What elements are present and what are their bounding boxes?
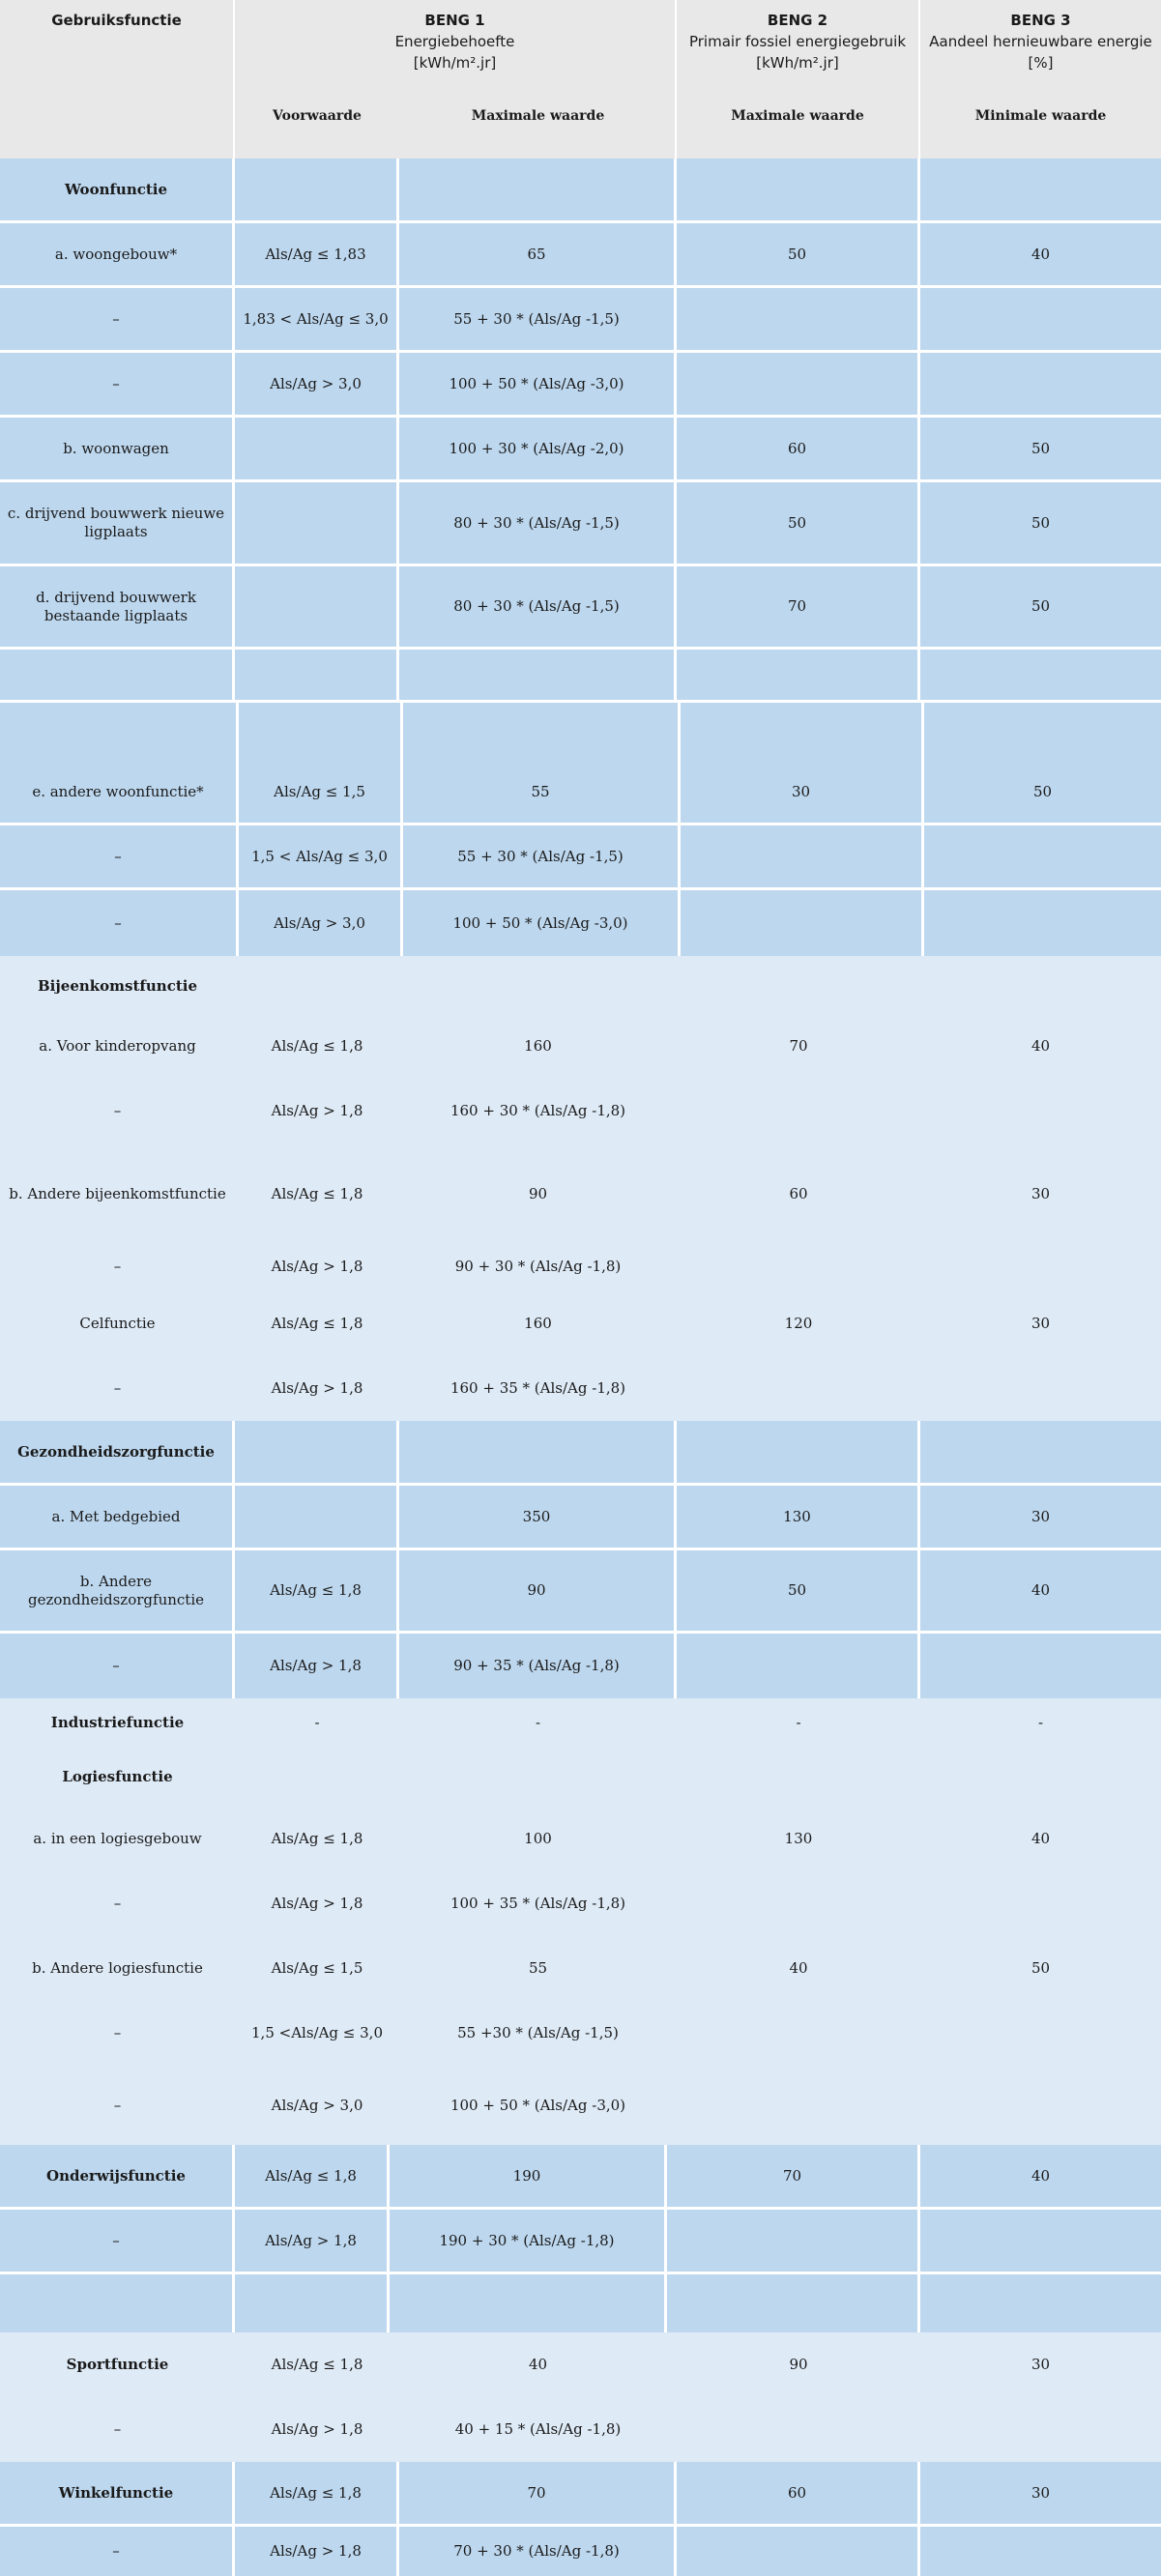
cell-voorwaarde <box>235 482 399 564</box>
header-beng1-unit: [kWh/m².jr] <box>413 54 497 72</box>
cell-functie: – <box>113 1257 122 1275</box>
cell-voorwaarde: Als/Ag ≤ 1,5 <box>271 1959 363 1977</box>
table-row <box>0 1145 1161 1242</box>
cell-functie: – <box>113 1895 122 1912</box>
cell-beng2-max <box>677 1356 920 1421</box>
header-beng3-title: BENG 3 <box>1010 12 1071 29</box>
cell-beng2-max <box>667 2210 920 2272</box>
cell-voorwaarde: Als/Ag ≤ 1,8 <box>271 1036 363 1055</box>
table-row <box>0 703 1161 761</box>
header-beng2-title: BENG 2 <box>767 12 828 29</box>
table-row <box>0 1016 1161 1076</box>
cell-functie: Woonfunctie <box>0 159 235 220</box>
table-row <box>0 2145 1161 2210</box>
cell-beng2-max <box>677 1747 920 1807</box>
table-row <box>0 650 1161 703</box>
cell-functie: Gezondheidszorgfunctie <box>0 1421 235 1483</box>
cell-beng3-min: 50 <box>1030 513 1051 532</box>
table-row <box>0 890 1161 956</box>
header-col-gebruiksfunctie <box>0 0 235 159</box>
cell-beng2-max: 70 <box>789 1036 808 1055</box>
cell-beng1-max: 55 +30 * (Als/Ag -1,5) <box>457 2024 619 2041</box>
cell-beng3-min: 30 <box>1030 1184 1051 1202</box>
cell-functie: – <box>113 1379 122 1397</box>
cell-beng3-min <box>920 2001 1161 2066</box>
table-row <box>0 566 1161 650</box>
cell-functie: b. Andere gezondheidszorgfunctie <box>0 1550 235 1631</box>
cell-beng2-max <box>677 1421 920 1483</box>
header-maximale-waarde-2: Maximale waarde <box>731 108 864 124</box>
cell-beng3-min <box>920 1242 1161 1290</box>
cell-voorwaarde: Als/Ag ≤ 1,8 <box>235 2145 390 2207</box>
cell-voorwaarde: Als/Ag ≤ 1,8 <box>271 1184 363 1202</box>
cell-voorwaarde: Als/Ag ≤ 1,8 <box>271 2356 363 2373</box>
cell-beng3-min: 40 <box>1030 2166 1051 2185</box>
cell-functie: b. woonwagen <box>0 418 235 479</box>
cell-functie: – <box>0 2210 235 2272</box>
cell-voorwaarde: Als/Ag > 1,8 <box>235 1634 399 1698</box>
cell-beng3-min: 40 <box>1030 245 1051 263</box>
cell-voorwaarde <box>235 159 399 220</box>
table-header <box>0 0 1161 159</box>
cell-beng2-max <box>677 956 920 1016</box>
table-row <box>0 223 1161 288</box>
cell-voorwaarde <box>235 2274 390 2332</box>
cell-functie: e. andere woonfunctie* <box>0 761 239 823</box>
cell-voorwaarde: Als/Ag ≤ 1,8 <box>235 1550 399 1631</box>
cell-beng2-max <box>677 1871 920 1936</box>
cell-voorwaarde: Als/Ag ≤ 1,8 <box>271 1830 363 1847</box>
cell-functie: a. Voor kinderopvang <box>39 1036 196 1055</box>
header-beng1-title: BENG 1 <box>424 12 485 29</box>
table-row <box>0 1807 1161 1871</box>
cell-beng2-max: 120 <box>784 1314 813 1332</box>
cell-beng1-max: 55 + 30 * (Als/Ag -1,5) <box>403 825 681 887</box>
cell-beng1-max <box>390 2274 667 2332</box>
header-beng3-subtitle: Aandeel hernieuwbare energie <box>929 33 1152 50</box>
cell-voorwaarde: Als/Ag > 1,8 <box>235 2210 390 2272</box>
cell-functie: Onderwijsfunctie <box>0 2145 235 2207</box>
cell-beng3-min <box>920 1747 1161 1807</box>
header-beng1-subtitle: Energiebehoefte <box>394 33 515 50</box>
cell-functie: – <box>0 353 235 415</box>
cell-voorwaarde <box>235 956 399 1016</box>
cell-voorwaarde: Als/Ag > 1,8 <box>271 1379 363 1397</box>
cell-beng2-max <box>677 159 920 220</box>
cell-beng1-max: 100 + 35 * (Als/Ag -1,8) <box>450 1895 626 1912</box>
cell-beng2-max <box>677 2397 920 2462</box>
table-row <box>0 1486 1161 1550</box>
cell-functie: d. drijvend bouwwerk bestaande ligplaats <box>0 566 235 647</box>
cell-beng1-max <box>399 956 677 1016</box>
table-row <box>0 761 1161 825</box>
cell-functie: Celfunctie <box>79 1314 156 1332</box>
cell-beng1-max: 55 + 30 * (Als/Ag -1,5) <box>399 288 677 350</box>
cell-beng1-max: 100 <box>524 1830 552 1847</box>
cell-beng3-min: 30 <box>1030 2483 1051 2502</box>
cell-beng3-min <box>920 2397 1161 2462</box>
cell-voorwaarde: 1,5 <Als/Ag ≤ 3,0 <box>251 2024 383 2041</box>
table-row <box>0 1076 1161 1145</box>
header-beng2-subtitle: Primair fossiel energiegebruik <box>688 33 907 50</box>
cell-functie <box>0 2274 235 2332</box>
table-row <box>0 482 1161 566</box>
cell-beng2-max: 60 <box>677 418 920 479</box>
cell-beng3-min <box>920 1634 1161 1698</box>
table-row <box>0 1550 1161 1634</box>
cell-beng1-max: 55 <box>528 1959 548 1977</box>
cell-functie: a. Met bedgebied <box>0 1486 235 1548</box>
table-row <box>0 1290 1161 1356</box>
cell-functie: – <box>113 2096 122 2114</box>
cell-beng3-min <box>924 703 1161 761</box>
cell-beng2-max: - <box>796 1713 801 1731</box>
table-row <box>0 1242 1161 1290</box>
cell-functie: Bijeenkomstfunctie <box>37 976 197 995</box>
header-maximale-waarde-1: Maximale waarde <box>471 108 605 124</box>
cell-functie: Sportfunctie <box>66 2356 169 2373</box>
cell-functie: b. Andere logiesfunctie <box>32 1959 203 1977</box>
cell-beng3-min <box>920 159 1161 220</box>
cell-beng2-max: 130 <box>784 1830 813 1847</box>
cell-beng1-max: 90 <box>528 1184 548 1202</box>
cell-beng3-min: 30 <box>1030 1314 1051 1332</box>
cell-voorwaarde: Als/Ag ≤ 1,83 <box>235 223 399 285</box>
cell-beng2-max: 30 <box>681 761 924 823</box>
cell-beng3-min: - <box>1037 1713 1044 1731</box>
cell-beng2-max <box>677 1634 920 1698</box>
cell-functie: – <box>0 1634 235 1698</box>
cell-beng3-min: 30 <box>1030 2356 1051 2373</box>
cell-voorwaarde <box>235 650 399 700</box>
cell-voorwaarde: Als/Ag > 3,0 <box>239 890 403 956</box>
cell-beng2-max: 70 <box>677 566 920 647</box>
cell-voorwaarde <box>235 566 399 647</box>
cell-beng3-min: 50 <box>1030 439 1051 457</box>
cell-beng3-min <box>920 650 1161 700</box>
cell-voorwaarde <box>235 1747 399 1807</box>
cell-beng3-min <box>920 353 1161 415</box>
header-gebruiksfunctie: Gebruiksfunctie <box>51 12 182 29</box>
cell-beng3-min <box>920 2066 1161 2145</box>
table-row <box>0 159 1161 223</box>
cell-beng2-max: 50 <box>677 223 920 285</box>
cell-voorwaarde: Als/Ag > 3,0 <box>235 353 399 415</box>
cell-beng3-min: 40 <box>1030 1036 1051 1055</box>
cell-beng1-max: 190 + 30 * (Als/Ag -1,8) <box>390 2210 667 2272</box>
cell-voorwaarde: Als/Ag ≤ 1,8 <box>235 2462 399 2524</box>
header-col-beng3 <box>920 0 1161 159</box>
cell-beng1-max: 90 + 35 * (Als/Ag -1,8) <box>399 1634 677 1698</box>
cell-beng1-max: 160 + 30 * (Als/Ag -1,8) <box>450 1101 626 1119</box>
cell-beng2-max: 40 <box>789 1959 808 1977</box>
cell-beng1-max: 70 + 30 * (Als/Ag -1,8) <box>399 2527 677 2576</box>
cell-functie: Winkelfunctie <box>0 2462 235 2524</box>
cell-beng1-max: 190 <box>390 2145 667 2207</box>
cell-beng1-max: 100 + 30 * (Als/Ag -2,0) <box>399 418 677 479</box>
header-col-beng2 <box>677 0 920 159</box>
cell-beng1-max <box>403 703 681 761</box>
cell-beng1-max: 40 <box>528 2356 548 2373</box>
cell-beng2-max <box>677 353 920 415</box>
cell-beng2-max <box>677 288 920 350</box>
cell-functie: a. woongebouw* <box>0 223 235 285</box>
table-row <box>0 825 1161 890</box>
cell-voorwaarde <box>235 1421 399 1483</box>
header-beng2-unit: [kWh/m².jr] <box>756 54 839 72</box>
cell-voorwaarde: 1,83 < Als/Ag ≤ 3,0 <box>235 288 399 350</box>
table-row <box>0 1936 1161 2001</box>
cell-beng2-max <box>677 2527 920 2576</box>
cell-voorwaarde: - <box>314 1713 320 1731</box>
cell-voorwaarde: Als/Ag > 1,8 <box>271 2420 363 2438</box>
cell-functie: – <box>0 825 239 887</box>
cell-beng1-max: 90 <box>399 1550 677 1631</box>
cell-beng3-min <box>920 1356 1161 1421</box>
table-row <box>0 1634 1161 1698</box>
cell-beng1-max: 80 + 30 * (Als/Ag -1,5) <box>399 566 677 647</box>
cell-functie: – <box>0 288 235 350</box>
cell-beng1-max <box>399 1421 677 1483</box>
cell-beng3-min: 40 <box>1030 1830 1051 1847</box>
table-row <box>0 956 1161 1016</box>
cell-voorwaarde: Als/Ag > 1,8 <box>235 2527 399 2576</box>
cell-beng1-max: 100 + 50 * (Als/Ag -3,0) <box>450 2096 626 2114</box>
cell-beng2-max: 60 <box>789 1184 808 1202</box>
table-row <box>0 2066 1161 2145</box>
table-row <box>0 2397 1161 2462</box>
cell-functie <box>0 650 235 700</box>
cell-voorwaarde: 1,5 < Als/Ag ≤ 3,0 <box>239 825 403 887</box>
cell-beng1-max: 100 + 50 * (Als/Ag -3,0) <box>399 353 677 415</box>
cell-beng2-max <box>677 1242 920 1290</box>
cell-functie: – <box>0 890 239 956</box>
cell-beng2-max <box>667 2274 920 2332</box>
cell-beng2-max: 50 <box>677 482 920 564</box>
cell-beng2-max <box>681 825 924 887</box>
cell-voorwaarde: Als/Ag > 1,8 <box>271 1257 363 1275</box>
cell-beng3-min <box>920 2210 1161 2272</box>
table-row <box>0 1698 1161 1747</box>
cell-beng3-min: 50 <box>1030 1959 1051 1977</box>
cell-beng2-max: 70 <box>667 2145 920 2207</box>
cell-beng2-max <box>677 2066 920 2145</box>
cell-functie: Logiesfunctie <box>62 1767 173 1785</box>
cell-beng2-max: 50 <box>677 1550 920 1631</box>
cell-beng1-max: 70 <box>399 2462 677 2524</box>
table-row <box>0 2274 1161 2332</box>
cell-beng3-min <box>920 2527 1161 2576</box>
cell-functie: b. Andere bijeenkomstfunctie <box>9 1184 226 1202</box>
cell-beng2-max <box>681 890 924 956</box>
cell-beng3-min: 40 <box>1030 1581 1051 1599</box>
table-row <box>0 1356 1161 1421</box>
cell-beng1-max <box>399 650 677 700</box>
cell-beng3-min <box>920 1871 1161 1936</box>
cell-beng3-min <box>924 890 1161 956</box>
cell-beng1-max: 160 + 35 * (Als/Ag -1,8) <box>450 1379 626 1397</box>
table-row <box>0 1871 1161 1936</box>
cell-voorwaarde <box>235 418 399 479</box>
cell-voorwaarde: Als/Ag ≤ 1,8 <box>271 1314 363 1332</box>
cell-beng1-max: 80 + 30 * (Als/Ag -1,5) <box>399 482 677 564</box>
cell-beng2-max <box>677 1076 920 1145</box>
cell-beng3-min: 30 <box>1030 1507 1051 1525</box>
cell-voorwaarde: Als/Ag > 1,8 <box>271 1895 363 1912</box>
header-minimale-waarde: Minimale waarde <box>974 108 1107 124</box>
table-row <box>0 288 1161 353</box>
cell-beng3-min <box>920 1421 1161 1483</box>
cell-functie: Industriefunctie <box>50 1713 185 1731</box>
cell-functie: c. drijvend bouwwerk nieuwe ligplaats <box>0 482 235 564</box>
cell-beng1-max: 160 <box>524 1314 552 1332</box>
cell-beng1-max: 160 <box>524 1036 552 1055</box>
cell-beng3-min: 50 <box>1030 597 1051 615</box>
table-row <box>0 2527 1161 2576</box>
cell-beng1-max: 100 + 50 * (Als/Ag -3,0) <box>403 890 681 956</box>
cell-voorwaarde: Als/Ag > 1,8 <box>271 1101 363 1119</box>
cell-beng1-max: 90 + 30 * (Als/Ag -1,8) <box>454 1257 622 1275</box>
cell-functie: – <box>113 1101 122 1119</box>
cell-beng2-max <box>681 703 924 761</box>
cell-beng3-min <box>924 825 1161 887</box>
cell-beng2-max <box>677 2001 920 2066</box>
cell-voorwaarde: Als/Ag ≤ 1,5 <box>239 761 403 823</box>
table-row <box>0 2210 1161 2274</box>
cell-beng1-max: 350 <box>399 1486 677 1548</box>
table-row <box>0 2332 1161 2397</box>
cell-beng2-max <box>677 650 920 700</box>
header-voorwaarde: Voorwaarde <box>273 108 362 124</box>
cell-voorwaarde <box>239 703 403 761</box>
cell-functie <box>0 703 239 761</box>
cell-beng2-max: 90 <box>789 2356 808 2373</box>
cell-beng2-max: 60 <box>677 2462 920 2524</box>
table-row <box>0 418 1161 482</box>
table-row <box>0 1747 1161 1807</box>
cell-beng1-max <box>399 159 677 220</box>
cell-beng1-max: 65 <box>399 223 677 285</box>
table-row <box>0 353 1161 418</box>
table-row <box>0 2001 1161 2066</box>
cell-voorwaarde <box>235 1486 399 1548</box>
cell-functie: – <box>113 2024 122 2041</box>
cell-voorwaarde: Als/Ag > 3,0 <box>271 2096 363 2114</box>
cell-beng3-min: 50 <box>1032 782 1053 800</box>
cell-beng3-min <box>920 2274 1161 2332</box>
cell-functie: a. in een logiesgebouw <box>33 1830 202 1847</box>
header-col-beng1 <box>235 0 677 159</box>
cell-beng1-max: - <box>535 1713 541 1731</box>
cell-functie: – <box>113 2420 122 2438</box>
cell-beng1-max <box>399 1747 677 1807</box>
cell-beng1-max: 55 <box>403 761 681 823</box>
cell-beng1-max: 40 + 15 * (Als/Ag -1,8) <box>454 2420 622 2438</box>
cell-beng3-min <box>920 288 1161 350</box>
table-row <box>0 1421 1161 1486</box>
cell-beng2-max: 130 <box>677 1486 920 1548</box>
cell-beng3-min <box>920 956 1161 1016</box>
header-beng3-unit: [%] <box>1028 54 1054 72</box>
table-row <box>0 2462 1161 2527</box>
cell-beng3-min <box>920 1076 1161 1145</box>
cell-functie: – <box>0 2527 235 2576</box>
